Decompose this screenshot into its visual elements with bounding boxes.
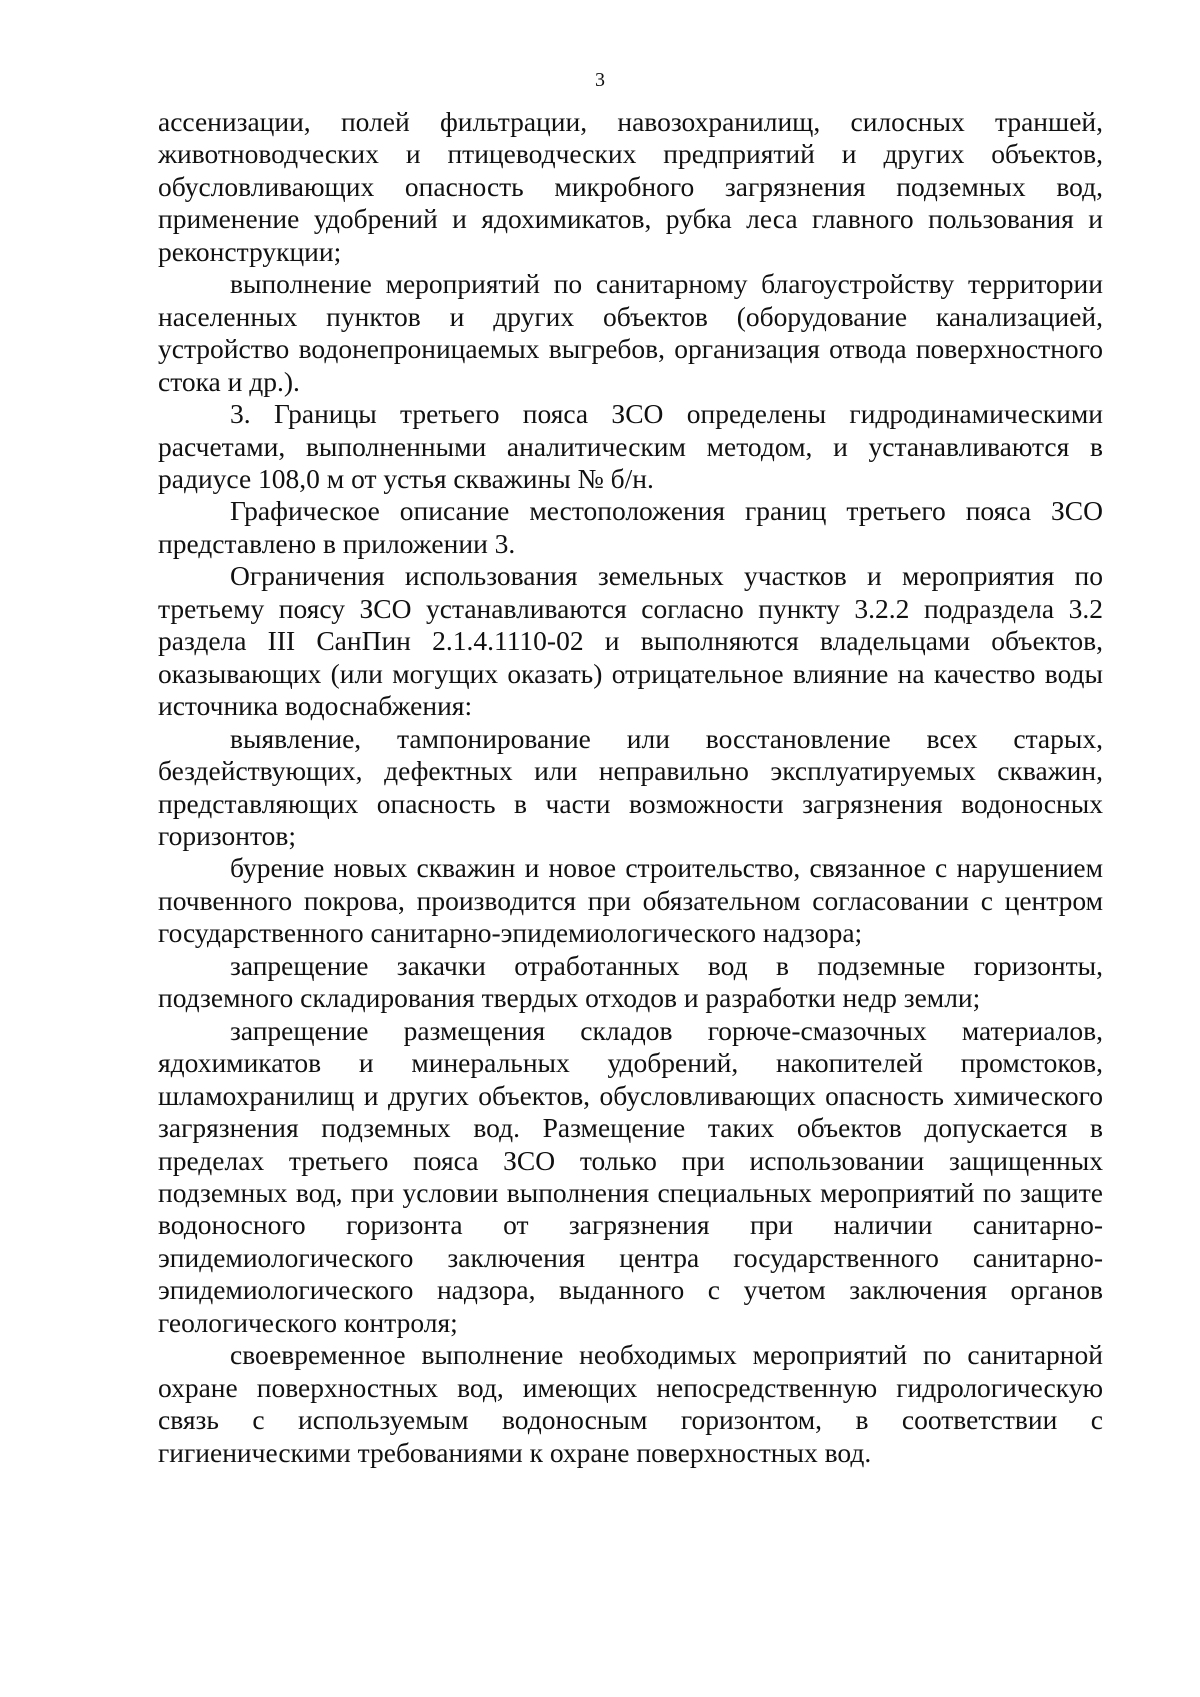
paragraph-restrictions-intro: Ограничения использования земельных участков и мероприятия по третьему поясу ЗСО устанавливаются согласно пункту 3.2.2 подраздела 3.2 раздела III СанПин 2.1.4.1110-02 и выполняются владельцами объектов, оказывающих (или могущих оказать) отрицательное влияние на качество воды источника водоснабжения: [158, 560, 1103, 722]
paragraph-graphic-description: Графическое описание местоположения границ третьего пояса ЗСО представлено в приложении 3. [158, 495, 1103, 559]
paragraph-injection-ban: запрещение закачки отработанных вод в подземные горизонты, подземного складирования твердых отходов и разработки недр земли; [158, 949, 1103, 1014]
document-body [158, 106, 1103, 1469]
paragraph-surface-water: своевременное выполнение необходимых мероприятий по санитарной охране поверхностных вод, имеющих непосредственную гидрологическую связь с используемым водоносным горизонтом, в соответствии с гигиеническими требованиями к охране поверхностных вод. [158, 1339, 1103, 1468]
paragraph-storage-ban: запрещение размещения складов горюче-смазочных материалов, ядохимикатов и минеральных удобрений, накопителей промстоков, шламохранилищ и других объектов, обусловливающих опасность химического загрязнения подземных вод. Размещение таких объектов допускается в пределах третьего пояса ЗСО только при использовании защищенных подземных вод, при условии выполнения специальных мероприятий по защите водоносного горизонта от загрязнения при наличии санитарно-эпидемиологического заключения центра государственного санитарно-эпидемиологического надзора, выданного с учетом заключения органов геологического контроля; [158, 1014, 1103, 1338]
paragraph-sanitary-improvement: выполнение мероприятий по санитарному благоустройству территории населенных пунктов и других объектов (оборудование канализацией, устройство водонепроницаемых выгребов, организация отвода поверхностного стока и др.). [158, 268, 1103, 397]
paragraph-old-wells: выявление, тампонирование или восстановление всех старых, бездействующих, дефектных или неправильно эксплуатируемых скважин, представляющих опасность в части возможности загрязнения водоносных горизонтов; [158, 722, 1103, 851]
page-number: 3 [595, 69, 605, 91]
paragraph-third-belt-boundaries: 3. Границы третьего пояса ЗСО определены гидродинамическими расчетами, выполненными аналитическим методом, и устанавливаются в радиусе 108,0 м от устья скважины № б/н. [158, 398, 1103, 494]
paragraph-new-wells: бурение новых скважин и новое строительство, связанное с нарушением почвенного покрова, производится при обязательном согласовании с центром государственного санитарно-эпидемиологического надзора; [158, 852, 1103, 949]
paragraph-continuation: ассенизации, полей фильтрации, навозохранилищ, силосных траншей, животноводческих и птицеводческих предприятий и других объектов, обусловливающих опасность микробного загрязнения подземных вод, применение удобрений и ядохимикатов, рубка леса главного пользования и реконструкции; [158, 106, 1103, 267]
